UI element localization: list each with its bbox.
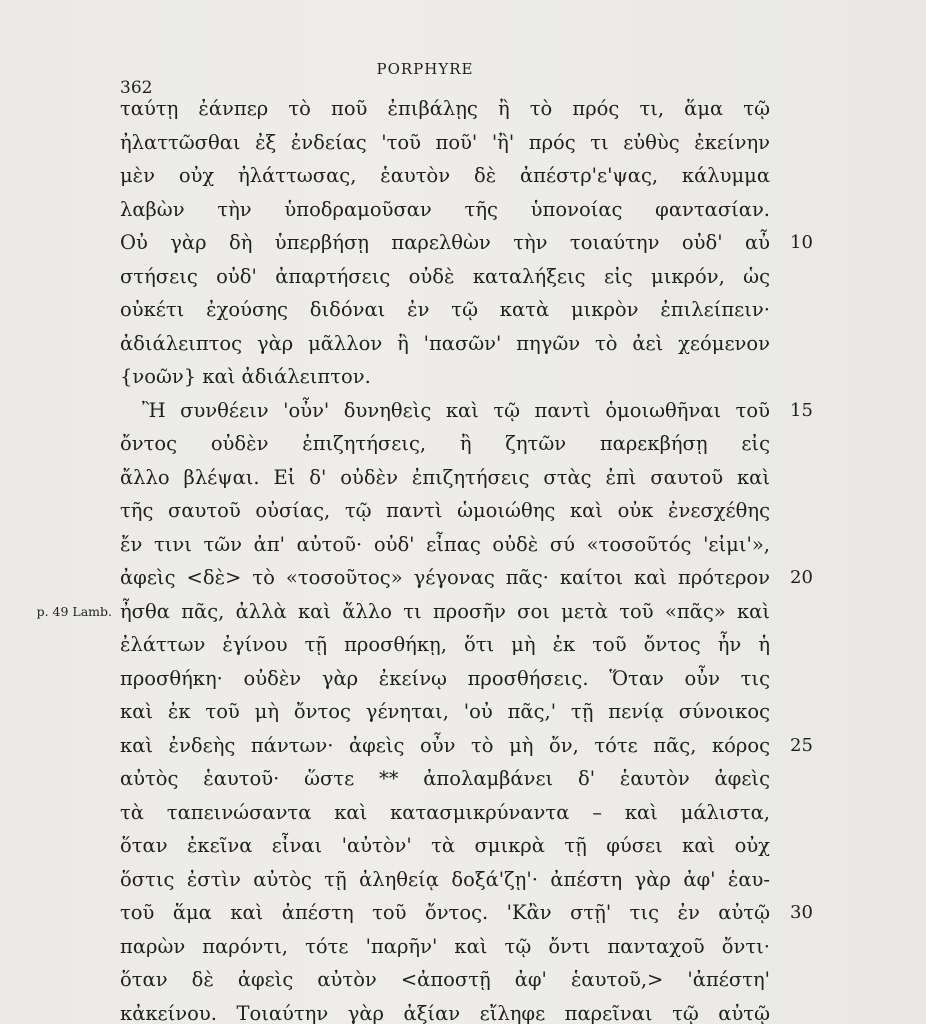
text-line-content: ἦσθα πᾶς, ἀλλὰ καὶ ἄλλο τι προσῆν σοι μετὰ τοῦ «πᾶς» καὶ <box>120 599 770 623</box>
line-number: 30 <box>790 902 813 923</box>
text-line-content: τῆς σαυτοῦ οὐσίας, τῷ παντὶ ὡμοιώθης καὶ οὐκ ἐνεσχέθης <box>120 499 770 522</box>
text-line <box>120 327 770 361</box>
text-line <box>120 159 770 193</box>
text-line <box>120 628 770 662</box>
text-line-content: ὅταν δὲ ἀφεὶς αὐτὸν <ἀποστῇ ἀφ' ἑαυτοῦ,> 'ἀπέστη' <box>120 968 770 991</box>
text-line <box>120 662 770 696</box>
text-line-content: Οὐ γὰρ δὴ ὑπερβήσῃ παρελθὼν τὴν τοιαύτην οὐδ' αὖ <box>120 231 770 254</box>
text-line-content: αὐτὸς ἑαυτοῦ· ὥστε ** ἀπολαμβάνει δ' ἑαυτὸν ἀφεὶς <box>120 767 770 790</box>
text-line-content: λαβὼν τὴν ὑποδραμοῦσαν τῆς ὑπονοίας φαντασίαν. <box>120 197 770 221</box>
text-line-content: προσθήκη· οὐδὲν γὰρ ἐκείνῳ προσθήσεις. Ὅταν οὖν τις <box>120 666 770 690</box>
text-line <box>120 260 770 294</box>
text-line-content: ὅστις ἐστὶν αὐτὸς τῇ ἀληθείᾳ δοξά'ζῃ'· ἀπέστη γὰρ ἀφ' ἑαυ- <box>120 867 770 891</box>
text-line-content: {νοῶν} καὶ ἀδιάλειπτον. <box>120 365 371 388</box>
text-line-content: ὄντος οὐδὲν ἐπιζητήσεις, ἢ ζητῶν παρεκβήσῃ εἰς <box>120 432 770 455</box>
text-line <box>120 92 770 126</box>
line-number: 20 <box>790 567 813 588</box>
text-line <box>120 394 813 428</box>
text-line <box>120 494 770 528</box>
text-line-content: Ἢ συνθέειν 'οὖν' δυνηθεὶς καὶ τῷ παντὶ ὁμοιωθῆναι τοῦ <box>142 398 770 422</box>
text-line <box>120 193 770 227</box>
text-line <box>120 963 770 997</box>
text-line <box>120 829 770 863</box>
text-line <box>120 293 770 327</box>
text-line <box>120 528 770 562</box>
text-line <box>120 729 813 763</box>
text-line-content: κἀκείνου. Τοιαύτην γὰρ ἀξίαν εἴληφε παρεῖναι τῷ αὐτῷ <box>120 1001 770 1024</box>
running-header-title: PORPHYRE <box>376 60 474 78</box>
text-line-content: ἠλαττῶσθαι ἐξ ἐνδείας 'τοῦ ποῦ' 'ἢ' πρός τι εὐθὺς ἐκείνην <box>120 130 770 154</box>
text-line-content: οὐκέτι ἐχούσης διδόναι ἐν τῷ κατὰ μικρὸν ἐπιλείπειν· <box>120 298 770 321</box>
text-line-content: ἀφεὶς <δὲ> τὸ «τοσοῦτος» γέγονας πᾶς· καίτοι καὶ πρότερον <box>120 566 770 589</box>
text-line <box>120 896 813 930</box>
text-line <box>120 561 813 595</box>
text-line-content: καὶ ἐκ τοῦ μὴ ὄντος γένηται, 'οὐ πᾶς,' τῇ πενίᾳ σύνοικος <box>120 700 770 723</box>
text-line-content: παρὼν παρόντι, τότε 'παρῆν' καὶ τῷ ὄντι πανταχοῦ ὄντι· <box>120 934 770 958</box>
text-line <box>120 695 770 729</box>
text-line <box>36 595 770 629</box>
text-line <box>120 427 770 461</box>
text-line <box>120 226 813 260</box>
text-line-content: στήσεις οὐδ' ἀπαρτήσεις οὐδὲ καταλήξεις εἰς μικρόν, ὡς <box>120 264 770 288</box>
text-line-content: ἐλάττων ἐγίνου τῇ προσθήκῃ, ὅτι μὴ ἐκ τοῦ ὄντος ἦν ἡ <box>120 633 770 656</box>
text-line <box>120 126 770 160</box>
text-line-content: ταύτῃ ἐάνπερ τὸ ποῦ ἐπιβάλῃς ἢ τὸ πρός τι, ἅμα τῷ <box>120 97 770 120</box>
text-line-content: ἀδιάλειπτος γὰρ μᾶλλον ἢ 'πασῶν' πηγῶν τὸ ἀεὶ χεόμενον <box>120 331 770 355</box>
text-line-content: τοῦ ἅμα καὶ ἀπέστη τοῦ ὄντος. 'Κἂν στῇ' τις ἐν αὐτῷ <box>120 901 770 924</box>
text-line <box>120 461 770 495</box>
text-line-content: τὰ ταπεινώσαντα καὶ κατασμικρύναντα – καὶ μάλιστα, <box>120 800 770 824</box>
text-line <box>120 796 770 830</box>
margin-reference-note: p. 49 Lamb. <box>36 603 112 619</box>
text-line-content: μὲν οὐχ ἠλάττωσας, ἑαυτὸν δὲ ἀπέστρ'ε'ψας, κάλυμμα <box>120 164 770 187</box>
greek-text-block <box>36 92 813 1024</box>
text-line <box>120 360 770 394</box>
line-number: 15 <box>790 399 813 421</box>
text-line <box>120 930 770 964</box>
text-line-content: ἄλλο βλέψαι. Εἰ δ' οὐδὲν ἐπιζητήσεις στὰς ἐπὶ σαυτοῦ καὶ <box>120 465 770 489</box>
text-line-content: καὶ ἐνδεὴς πάντων· ἀφεὶς οὖν τὸ μὴ ὄν, τότε πᾶς, κόρος <box>120 733 770 757</box>
text-line-content: ἔν τινι τῶν ἀπ' αὐτοῦ· οὐδ' εἶπας οὐδὲ σύ «τοσοῦτός 'εἰμι'», <box>120 532 770 556</box>
page-number: 362 <box>120 78 153 98</box>
line-number: 10 <box>790 232 813 253</box>
text-line <box>120 863 770 897</box>
text-line-content: ὅταν ἐκεῖνα εἶναι 'αὐτὸν' τὰ σμικρὰ τῇ φύσει καὶ οὐχ <box>120 834 770 857</box>
line-number: 25 <box>790 734 813 756</box>
text-line <box>120 997 770 1024</box>
text-line <box>120 762 770 796</box>
